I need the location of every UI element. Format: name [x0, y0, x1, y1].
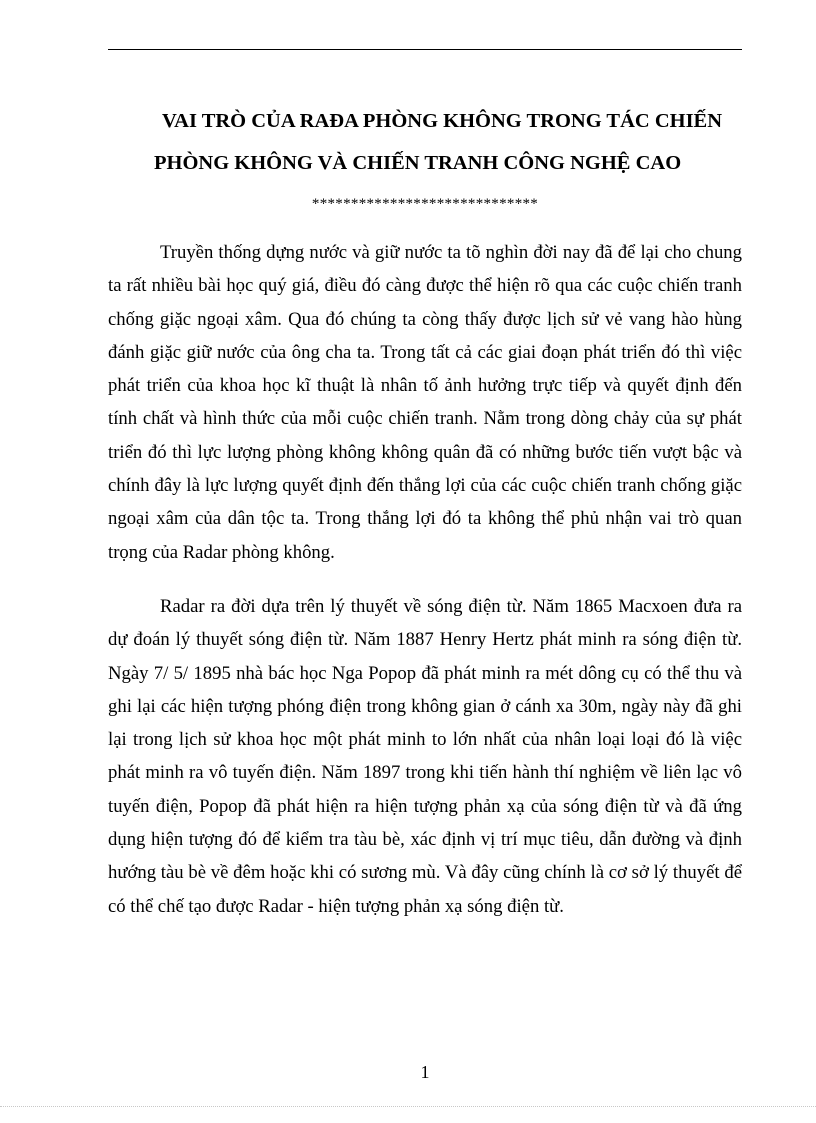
header-rule — [108, 49, 742, 50]
paragraph-1: Truyền thống dựng nước và giữ nước ta tõ nghìn đời nay đã để lại cho chung ta rất nhiều bài học quý giá, điều đó càng được thể hiện rõ qua các cuộc chiến tranh chống giặc ngoại xâm. Qua đó chúng ta còng thấy được lịch sử vẻ vang hào hùng đánh giặc giữ nước của ông cha ta. Trong tất cả các giai đoạn phát triển đó thì việc phát triển của khoa học kĩ thuật là nhân tố ảnh hưởng trực tiếp và quyết định đến tính chất và hình thức của mỗi cuộc chiến tranh. Nằm trong dòng chảy của sự phát triển đó thì lực lượng phòng không không quân đã có những bước tiến vượt bậc và chính đây là lực lượng quyết định đến thắng lợi của các cuộc chiến tranh chống giặc ngoại xâm của dân tộc ta. Trong thắng lợi đó ta không thể phủ nhận vai trò quan trọng của Radar phòng không. — [108, 242, 742, 563]
title-separator: ***************************** — [311, 196, 539, 212]
title-line-2: PHÒNG KHÔNG VÀ CHIẾN TRANH CÔNG NGHỆ CAO — [154, 152, 682, 174]
page-number: 1 — [420, 1062, 430, 1082]
title-line-1: VAI TRÒ CỦA RAĐA PHÒNG KHÔNG TRONG TÁC CHIẾN — [162, 110, 723, 132]
page-boundary-rule — [0, 1106, 816, 1107]
paragraph-2: Radar ra đời dựa trên lý thuyết về sóng điện từ. Năm 1865 Macxoen đưa ra dự đoán lý thuyết sóng điện từ. Năm 1887 Henry Hertz phát minh ra sóng điện từ. Ngày 7/ 5/ 1895 nhà bác học Nga Popop đã phát minh ra mét dông cụ có thể thu và ghi lại các hiện tượng phóng điện trong không gian ở cánh xa 30m, ngày này đã ghi lại trong lịch sử khoa học một phát minh to lớn nhất của nhân loại loại đó là việc phát minh ra vô tuyến điện. Năm 1897 trong khi tiến hành thí nghiệm về liên lạc vô tuyến điện, Popop đã phát hiện ra hiện tượng phản xạ của sóng điện từ và đã ứng dụng hiện tượng đó để kiểm tra tàu bè, xác định vị trí mục tiêu, dẫn đường và định hướng tàu bè về đêm hoặc khi có sương mù. Và đây cũng chính là cơ sở lý thuyết để có thể chế tạo được Radar - hiện tượng phản xạ sóng điện từ. — [108, 596, 742, 917]
document-title — [108, 100, 764, 184]
